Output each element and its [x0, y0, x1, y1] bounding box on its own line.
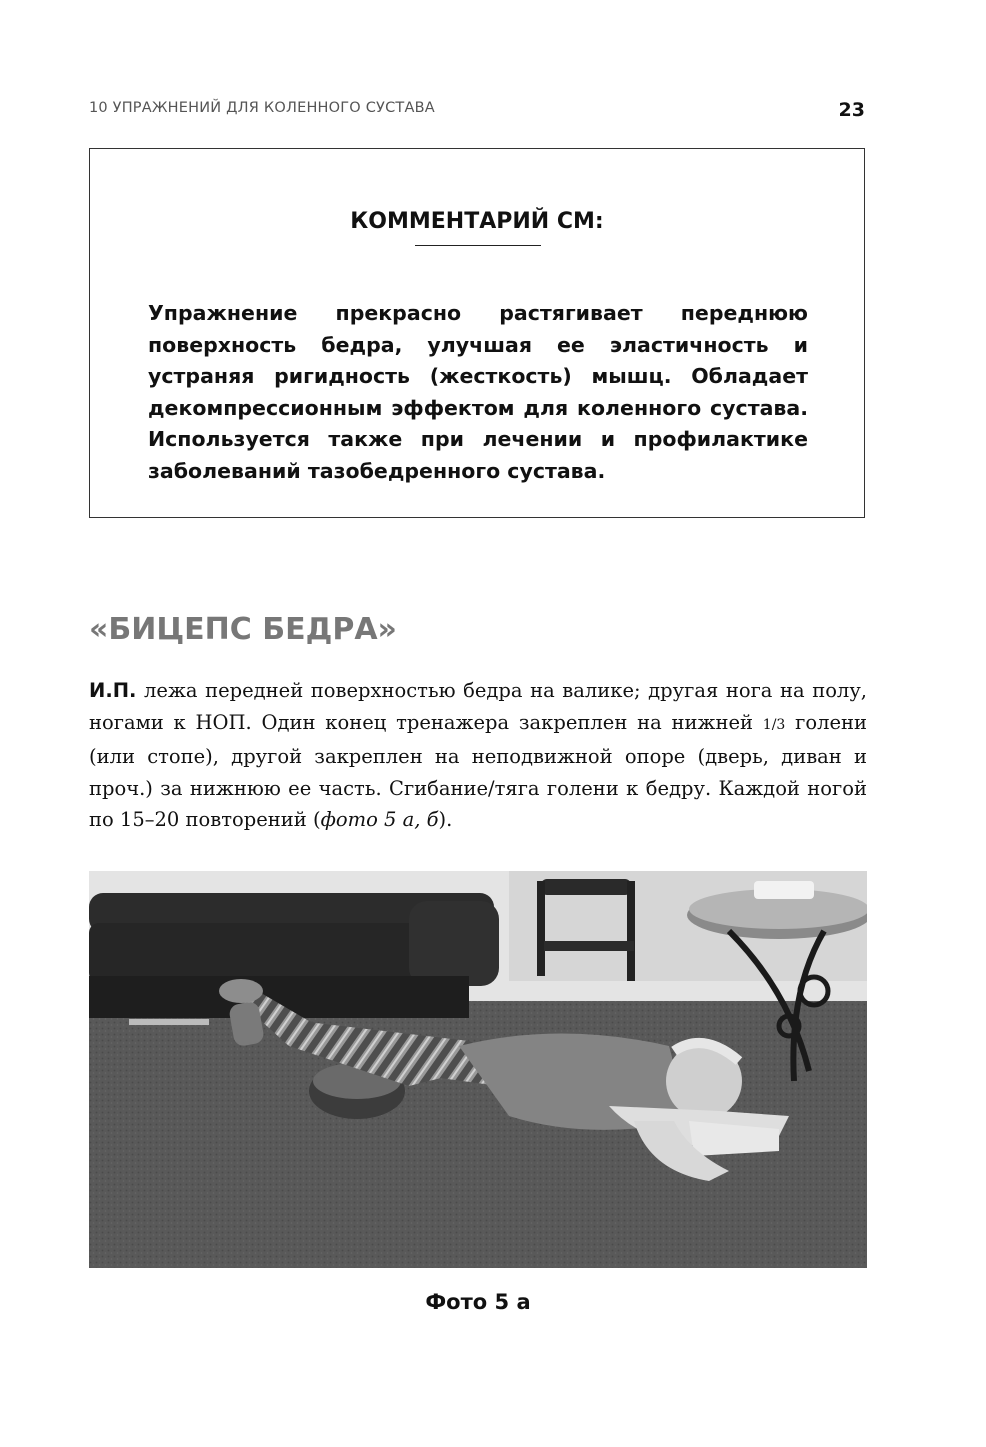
- exercise-description: [89, 675, 867, 836]
- photo-illustration: [89, 871, 867, 1268]
- comment-box: [89, 148, 865, 518]
- description-part-3: ).: [438, 808, 453, 831]
- starting-position-label: И.П.: [89, 679, 137, 702]
- exercise-photo: [89, 871, 867, 1268]
- photo-caption: Фото 5 а: [425, 1290, 531, 1314]
- comment-divider: [415, 245, 541, 246]
- comment-text: Упражнение прекрасно растягивает переднюю поверхность бедра, улучшая ее эластичность и устраняя ригидность (жесткость) мышц. Обладает декомпрессионным эффектом для коленного сустава. Используется также при лечении и профилактике заболеваний тазобедренного сустава.: [148, 301, 808, 483]
- running-title: 10 УПРАЖНЕНИЙ ДЛЯ КОЛЕННОГО СУСТАВА: [89, 100, 435, 116]
- comment-title: КОММЕНТАРИЙ СМ:: [350, 209, 604, 234]
- description-part-2: голени (или стопе), другой закреплен на неподвижной опоре (дверь, диван и проч.) за нижнюю ее часть. Сгибание/тяга голени к бедру. Каждой ногой по 15–20 повторений (: [89, 710, 868, 831]
- fraction: 1/3: [762, 716, 786, 733]
- page-number: 23: [838, 99, 865, 121]
- photo-reference: фото 5 а, б: [320, 808, 439, 831]
- description-part-1: лежа передней поверхностью бедра на валике; другая нога на полу, ногами к НОП. Один конец тренажера закреплен на нижней: [89, 679, 867, 734]
- section-title: «БИЦЕПС БЕДРА»: [89, 612, 397, 647]
